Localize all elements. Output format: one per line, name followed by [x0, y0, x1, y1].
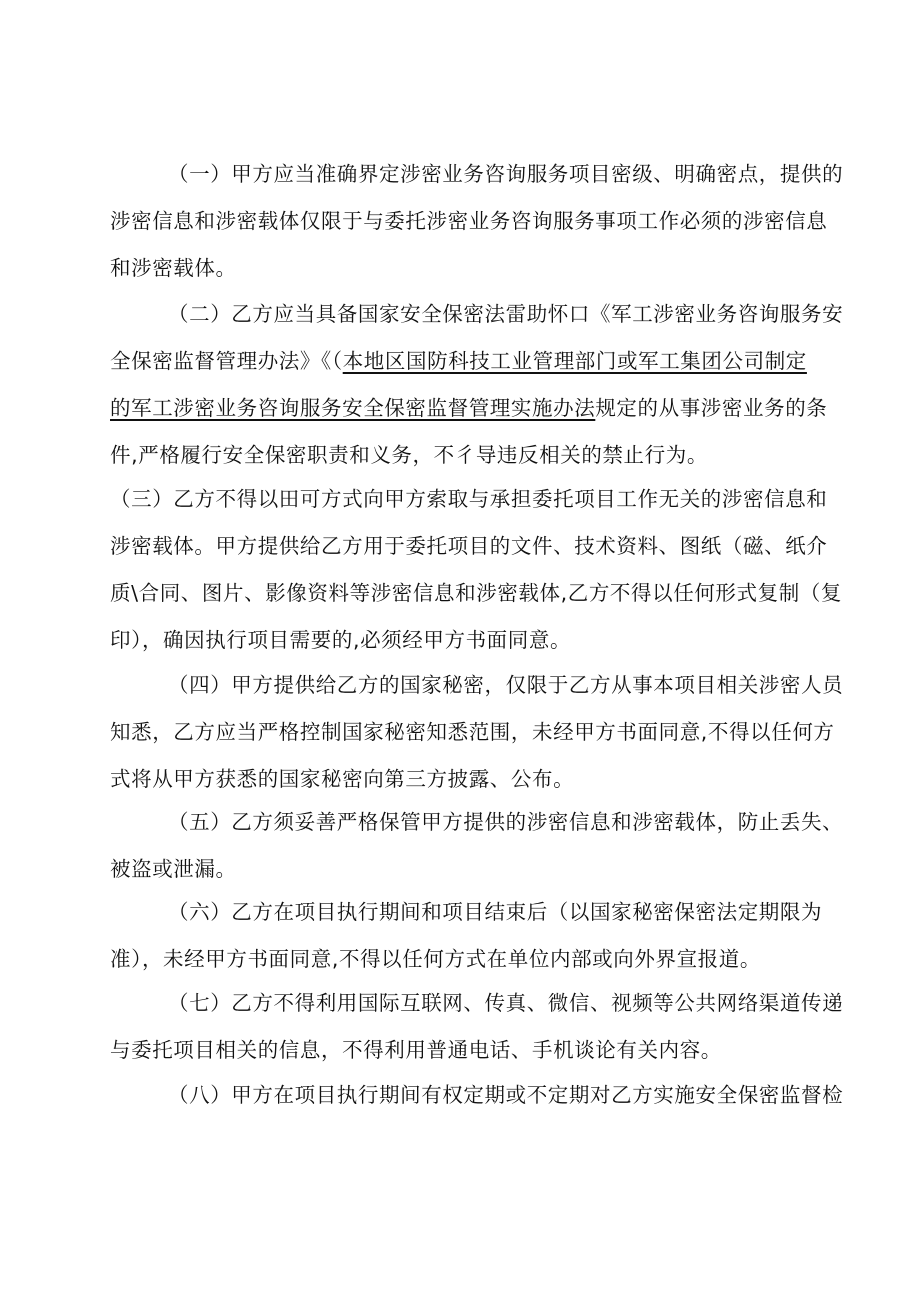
- paragraph-3-line-2: [110, 523, 830, 570]
- text-run: （五）乙方须妥善严格保管甲方提供的涉密信息和涉密载体，防止丢失、: [168, 810, 844, 834]
- paragraph-4-line-1: [110, 662, 844, 709]
- paragraph-2-line-3: [110, 385, 830, 432]
- text-run: 件,严格履行安全保密职责和义务，不彳导违反相关的禁止行为。: [110, 443, 708, 467]
- paragraph-2-line-2: [110, 338, 830, 385]
- underlined-text-run: 的军工涉密业务咨询服务安全保密监督管理实施办法: [110, 396, 596, 420]
- paragraph-2: [110, 291, 844, 479]
- paragraph-6: [110, 889, 830, 983]
- paragraph-5-line-1: [110, 799, 844, 846]
- text-run: （六）乙方在项目执行期间和项目结束后（以国家秘密保密法定期限为: [168, 900, 823, 924]
- paragraph-3-line-4: [110, 617, 830, 664]
- text-run: 规定的从事涉密业务的条: [595, 396, 828, 420]
- text-run: 涉密信息和涉密载体仅限于与委托涉密业务咨询服务事项工作必须的涉密信息: [110, 209, 828, 233]
- text-run: 被盗或泄漏。: [110, 857, 237, 881]
- text-run: （一）甲方应当准确界定涉密业务咨询服务项目密级、明确密点，提供的: [168, 162, 844, 186]
- text-run: 全保密监督管理办法》《（: [110, 349, 343, 373]
- paragraph-1-line-1: [110, 151, 844, 198]
- text-run: （八）甲方在项目执行期间有权定期或不定期对乙方实施安全保密监督检: [168, 1083, 844, 1107]
- text-run: （二）乙方应当具备国家安全保密法雷助怀口《军工涉密业务咨询服务安: [168, 302, 844, 326]
- paragraph-6-line-2: [110, 936, 830, 983]
- paragraph-1-line-2: [110, 198, 830, 245]
- text-run: （七）乙方不得利用国际互联网、传真、微信、视频等公共网络渠道传递: [168, 991, 844, 1015]
- text-run: 质\合同、图片、影像资料等涉密信息和涉密载体,乙方不得以任何形式复制（复: [110, 581, 843, 605]
- paragraph-4-line-3: [110, 756, 830, 803]
- paragraph-3: [110, 476, 843, 664]
- paragraph-7-line-2: [110, 1027, 830, 1074]
- text-run: 准），未经甲方书面同意,不得以任何方式在单位内部或向外界宣报道。: [110, 947, 761, 971]
- underlined-text-run: 本地区国防科技工业管理部门或军工集团公司制定: [342, 349, 807, 373]
- text-run: 知悉，乙方应当严格控制国家秘密知悉范围，未经甲方书面同意,不得以任何方: [110, 720, 835, 744]
- paragraph-3-line-1: [110, 476, 830, 523]
- paragraph-6-line-1: [110, 889, 830, 936]
- text-run: 和涉密载体。: [110, 256, 237, 280]
- text-run: （四）甲方提供给乙方的国家秘密，仅限于乙方从事本项目相关涉密人员: [168, 673, 844, 697]
- text-run: 式将从甲方获悉的国家秘密向第三方披露、公布。: [110, 767, 575, 791]
- paragraph-4-line-2: [110, 709, 835, 756]
- text-run: 与委托项目相关的信息，不得利用普通电话、手机谈论有关内容。: [110, 1038, 722, 1062]
- text-run: （三）乙方不得以田可方式向甲方索取与承担委托项目工作无关的涉密信息和: [110, 487, 828, 511]
- paragraph-2-line-4: [110, 432, 830, 479]
- text-run: 涉密载体。甲方提供给乙方用于委托项目的文件、技术资料、图纸（磁、纸介: [110, 534, 828, 558]
- paragraph-8: [110, 1072, 844, 1119]
- paragraph-5-line-2: [110, 846, 830, 893]
- paragraph-1-line-3: [110, 245, 830, 292]
- paragraph-8-line-1: [110, 1072, 844, 1119]
- paragraph-7: [110, 980, 844, 1074]
- paragraph-5: [110, 799, 844, 893]
- text-run: 印），确因执行项目需要的,必须经甲方书面同意。: [110, 628, 572, 652]
- paragraph-3-line-3: [110, 570, 843, 617]
- paragraph-2-line-1: [110, 291, 844, 338]
- paragraph-4: [110, 662, 844, 803]
- paragraph-7-line-1: [110, 980, 844, 1027]
- paragraph-1: [110, 151, 844, 292]
